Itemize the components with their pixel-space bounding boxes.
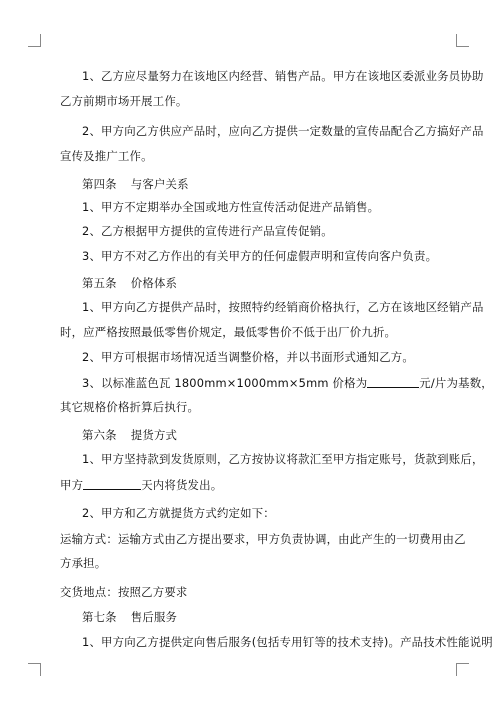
paragraph-line: 甲方 天内将货发出。	[60, 478, 223, 492]
section-heading	[82, 177, 189, 192]
section-title: 提货方式	[130, 428, 178, 442]
blank-days-field[interactable]	[83, 477, 141, 490]
paragraph-line: 时，应严格按照最低零售价规定，最低零售价不低于出厂价九折。	[60, 325, 397, 339]
crop-mark-top-right	[456, 34, 469, 47]
paragraph-line: 1、甲方不定期举办全国或地方性宣传活动促进产品销售。	[82, 200, 380, 214]
crop-mark-bottom-right	[456, 663, 469, 676]
paragraph-line: 2、乙方根据甲方提供的宣传进行产品宣传促销。	[82, 224, 333, 238]
section-title: 价格体系	[130, 276, 178, 290]
paragraph-line: 1、甲方坚持款到发货原则，乙方按协议将款汇至甲方指定账号，货款到账后，	[82, 452, 484, 466]
section-title: 售后服务	[130, 610, 178, 624]
paragraph-line: 1、甲方向乙方提供产品时，按照特约经销商价格执行，乙方在该地区经销产品	[82, 300, 484, 314]
section-heading	[82, 428, 177, 443]
crop-mark-top-left	[28, 34, 41, 47]
section-number: 第七条	[82, 610, 117, 624]
crop-mark-bottom-left	[28, 663, 41, 676]
paragraph-line: 宣传及推广工作。	[60, 149, 153, 163]
paragraph-line: 1、乙方应尽量努力在该地区内经营、销售产品。甲方在该地区委派业务员协助	[82, 69, 484, 83]
section-number: 第四条	[82, 177, 117, 191]
section-number: 第五条	[82, 276, 117, 290]
blank-price-field[interactable]	[367, 375, 419, 388]
paragraph-line: 3、甲方不对乙方作出的有关甲方的任何虚假声明和宣传向客户负责。	[82, 249, 438, 263]
paragraph-line: 运输方式：运输方式由乙方提出要求，甲方负责协调，由此产生的一切费用由乙	[60, 532, 466, 546]
paragraph-line: 3、以标准蓝色瓦 1800mm×1000mm×5mm 价格为 元/片为基数，	[82, 376, 493, 390]
paragraph-line: 交货地点：按照乙方要求	[60, 585, 188, 599]
paragraph-line: 2、甲方向乙方供应产品时，应向乙方提供一定数量的宣传品配合乙方搞好产品	[82, 124, 484, 138]
paragraph-line: 2、甲方可根据市场情况适当调整价格，并以书面形式通知乙方。	[82, 350, 414, 364]
section-heading	[82, 610, 177, 625]
section-number: 第六条	[82, 428, 117, 442]
paragraph-line: 1、甲方向乙方提供定向售后服务(包括专用钉等的技术支持)。产品技术性能说明	[82, 635, 493, 649]
paragraph-line: 2、甲方和乙方就提货方式约定如下：	[82, 506, 275, 520]
section-title: 与客户关系	[130, 177, 189, 191]
paragraph-line: 乙方前期市场开展工作。	[60, 94, 188, 108]
paragraph-line: 其它规格价格折算后执行。	[60, 400, 200, 414]
paragraph-line: 方承担。	[60, 556, 107, 570]
section-heading	[82, 276, 177, 291]
